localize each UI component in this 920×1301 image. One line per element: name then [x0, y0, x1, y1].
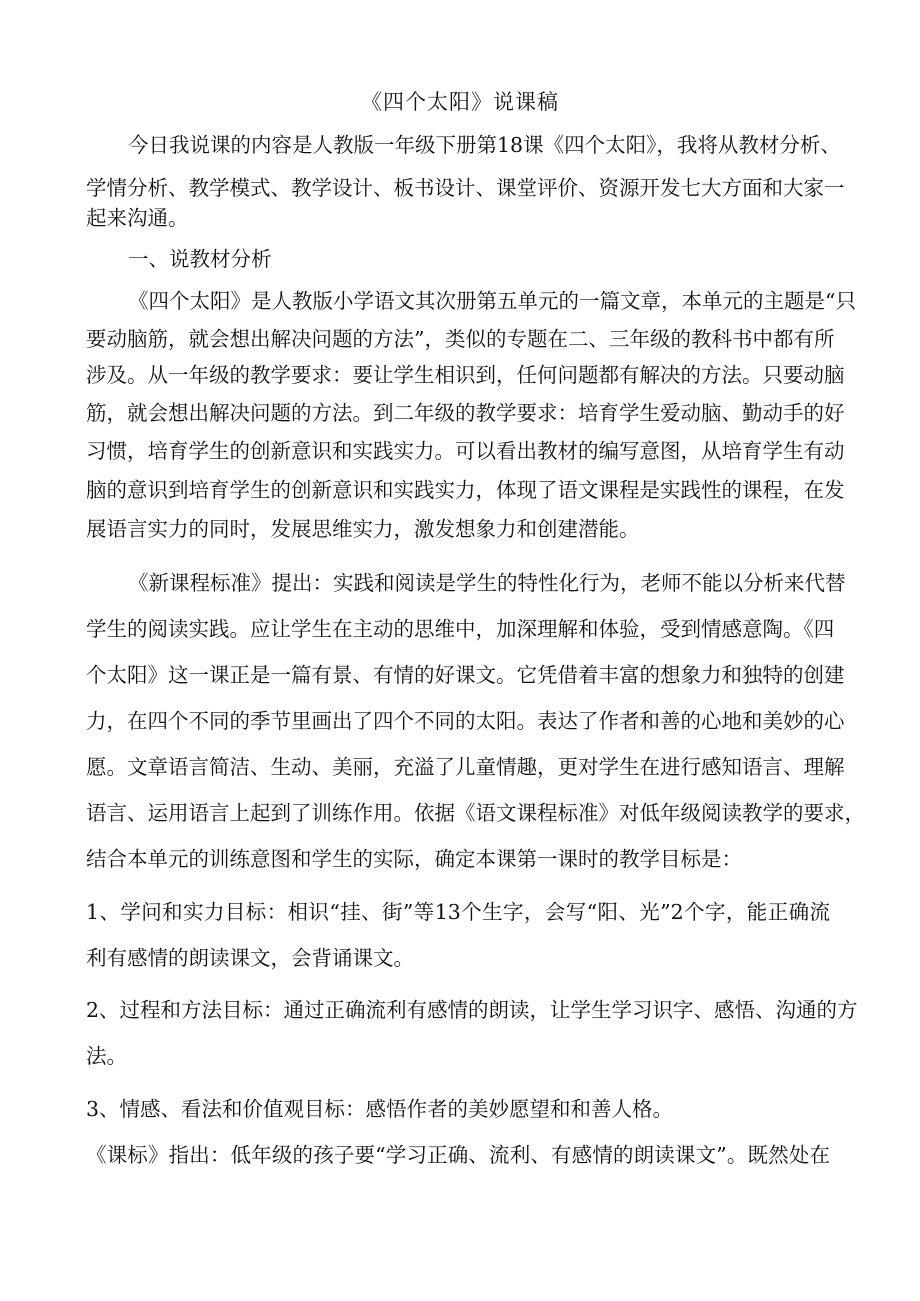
paragraph-line: 愿。文章语言简洁、生动、美丽，充溢了儿童情趣，更对学生在进行感知语言、理解 [86, 755, 845, 779]
objective-line: 利有感情的朗读课文，会背诵课文。 [86, 946, 414, 970]
section-heading: 一、说教材分析 [128, 247, 272, 271]
paragraph-line: 学情分析、教学模式、教学设计、板书设计、课堂评价、资源开发七大方面和大家一 [86, 176, 845, 200]
objective-line: 法。 [86, 1044, 127, 1068]
paragraph-line: 脑的意识到培育学生的创新意识和实践实力，体现了语文课程是实践性的课程，在发 [86, 478, 845, 502]
paragraph-line: 筋，就会想出解决问题的方法。到二年级的教学要求：培育学生爱动脑、勤动手的好 [86, 401, 845, 425]
paragraph-line: 力，在四个不同的季节里画出了四个不同的太阳。表达了作者和善的心地和美妙的心 [86, 709, 845, 733]
paragraph-line: 展语言实力的同时，发展思维实力，激发想象力和创建潜能。 [86, 517, 640, 541]
paragraph-line: 学生的阅读实践。应让学生在主动的思维中，加深理解和体验，受到情感意陶。《四 [86, 617, 835, 641]
paragraph-line: 涉及。从一年级的教学要求：要让学生相识到，任何问题都有解决的方法。只要动脑 [86, 363, 845, 387]
paragraph-line: 《课标》指出：低年级的孩子要“学习正确、流利、有感情的朗读课文”。既然处在 [86, 1143, 830, 1167]
paragraph-line: 《四个太阳》是人教版小学语文其次册第五单元的一篇文章，本单元的主题是“只 [128, 289, 856, 313]
paragraph-line: 《新课程标准》提出：实践和阅读是学生的特性化行为，老师不能以分析来代替 [128, 571, 846, 595]
paragraph-line: 要动脑筋，就会想出解决问题的方法”，类似的专题在二、三年级的教科书中都有所 [86, 327, 835, 351]
paragraph-line: 结合本单元的训练意图和学生的实际，确定本课第一课时的教学目标是： [86, 847, 742, 871]
paragraph-line: 起来沟通。 [86, 206, 189, 230]
paragraph-line: 今日我说课的内容是人教版一年级下册第18课《四个太阳》，我将从教材分析、 [128, 133, 841, 157]
paragraph-line: 习惯，培育学生的创新意识和实践实力。可以看出教材的编写意图，从培育学生有动 [86, 439, 845, 463]
objective-line: 2、过程和方法目标：通过正确流利有感情的朗读，让学生学习识字、感悟、沟通的方 [86, 998, 858, 1022]
paragraph-line: 个太阳》这一课正是一篇有景、有情的好课文。它凭借着丰富的想象力和独特的创建 [86, 663, 845, 687]
paragraph-line: 语言、运用语言上起到了训练作用。依据《语文课程标准》对低年级阅读教学的要求， [86, 801, 865, 825]
objective-line: 1、学问和实力目标：相识“挂、街”等13个生字，会写“阳、光”2个字，能正确流 [86, 900, 830, 924]
objective-line: 3、情感、看法和价值观目标：感悟作者的美妙愿望和和善人格。 [86, 1097, 674, 1121]
page-title: 《四个太阳》说课稿 [361, 90, 559, 114]
